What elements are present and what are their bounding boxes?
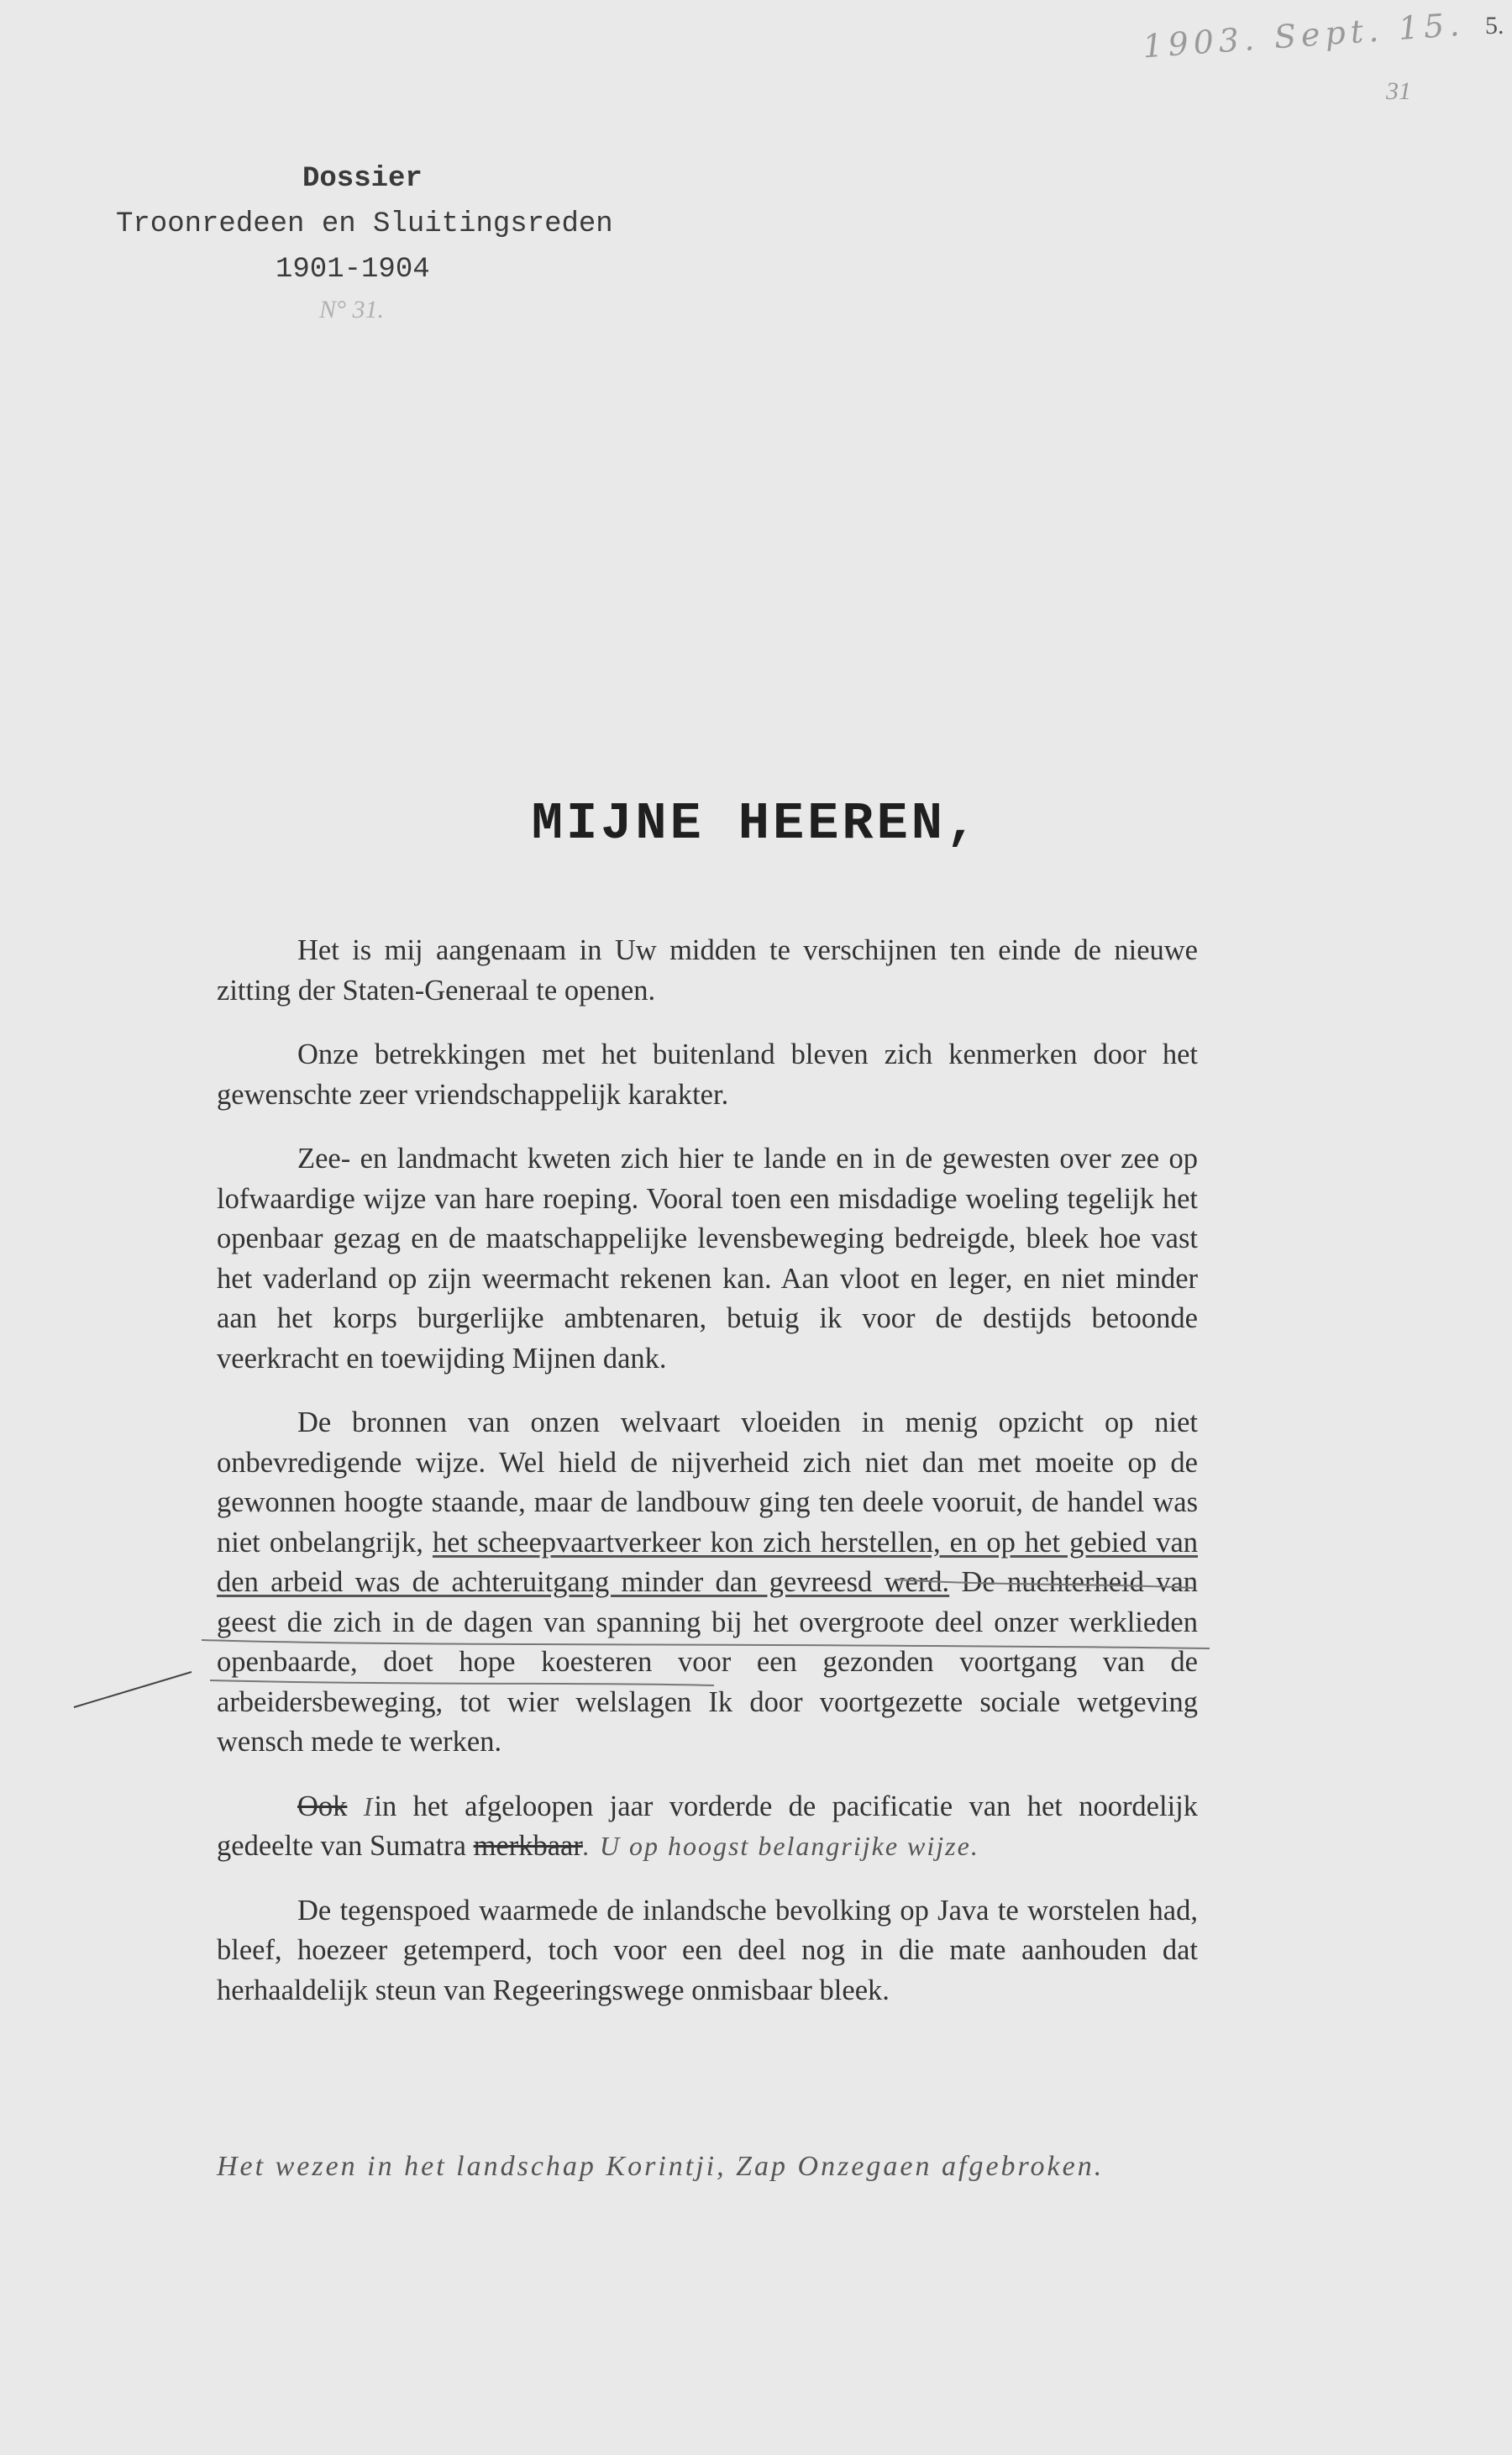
inserted-caret-letter: I — [363, 1790, 375, 1822]
heading-word-2: HEEREN, — [738, 794, 981, 854]
struck-word-ook: Ook — [297, 1790, 348, 1822]
salutation-heading — [0, 794, 1512, 854]
paragraph-armed-forces: Zee- en landmacht kweten zich hier te lande en in de gewesten over zee op lofwaardige wijze van hare roeping. Vooral toen een misdadige woeling tegelijk het openbaar gezag en de maatschappelijke levensbeweging bedreigde, bleek hoe vast het vaderland op zijn weermacht rekenen kan. Aan vloot en leger, en niet minder aan het korps burgerlijke ambtenaren, betuig ik voor de destijds betoonde veerkracht en toewijding Mijnen dank. — [217, 1143, 1198, 1375]
corner-page-number: 5. — [1485, 12, 1504, 39]
paragraph-opening: Het is mij aangenaam in Uw midden te verschijnen ten einde de nieuwe zitting der Staten-Generaal te openen. — [217, 934, 1198, 1007]
paragraph-java: De tegenspoed waarmede de inlandsche bevolking op Java te worstelen had, bleef, hoezeer getemperd, toch voor een deel nog in die mate aanhouden dat herhaaldelijk steun van Regeeringswege onmisbaar bleek. — [217, 1894, 1198, 2006]
stamp-dossier-years: 1901-1904 — [276, 254, 430, 286]
heading-word-1: MIJNE — [531, 794, 705, 854]
folio-number: 31 — [1386, 77, 1411, 105]
stamp-dossier-title: Troonredeen en Sluitingsreden — [116, 208, 613, 240]
prosperity-text-a: De bronnen van onzen welvaart vloeiden in menig opzicht op niet onbevredigende wijze. Wel hield de nijverheid zich niet dan met moeite op de gewonnen hoogte staande, maar de landbouw ging ten deele vooruit, de handel was niet onbelangrijk, — [217, 1406, 1198, 1559]
stamp-dossier-label: Dossier — [302, 163, 423, 195]
handwritten-date: 1903. Sept. 15. — [1141, 5, 1466, 66]
speech-body — [217, 931, 1198, 2035]
prosperity-text-b: De nuchterheid van geest die zich in de dagen van spanning bij het overgroote deel onzer werklieden openbaarde, doet hope koesteren voor een gezonden voortgang van de arbeidersbeweging, tot wier welslagen Ik door voortgezette sociale wetgeving wensch mede te werken. — [217, 1566, 1199, 1758]
sumatra-text: in het afgeloopen jaar vorderde de pacificatie van het noordelijk gedeelte van Sumatra — [217, 1790, 1198, 1862]
paragraph-foreign-relations: Onze betrekkingen met het buitenland bleven zich kenmerken door het gewenschte zeer vriendschappelijk karakter. — [217, 1038, 1198, 1111]
struck-word-merkbaar: merkbaar — [473, 1830, 583, 1862]
paragraph-sumatra — [217, 1787, 1198, 1867]
prosperity-underlined: het scheepvaartverkeer kon zich herstellen, en op het gebied van den arbeid was de achteruitgang minder dan gevreesd werd. — [217, 1526, 1199, 1598]
paragraph-prosperity — [217, 1403, 1198, 1763]
margin-pointer-line — [74, 1672, 192, 1707]
handwritten-insertion: . U op hoogst belangrijke wijze. — [582, 1831, 979, 1861]
stamp-pencil-note: N° 31. — [319, 296, 385, 323]
handwritten-note: Het wezen in het landschap Korintji, Zap Onzegaen afgebroken. — [217, 2151, 1105, 2182]
